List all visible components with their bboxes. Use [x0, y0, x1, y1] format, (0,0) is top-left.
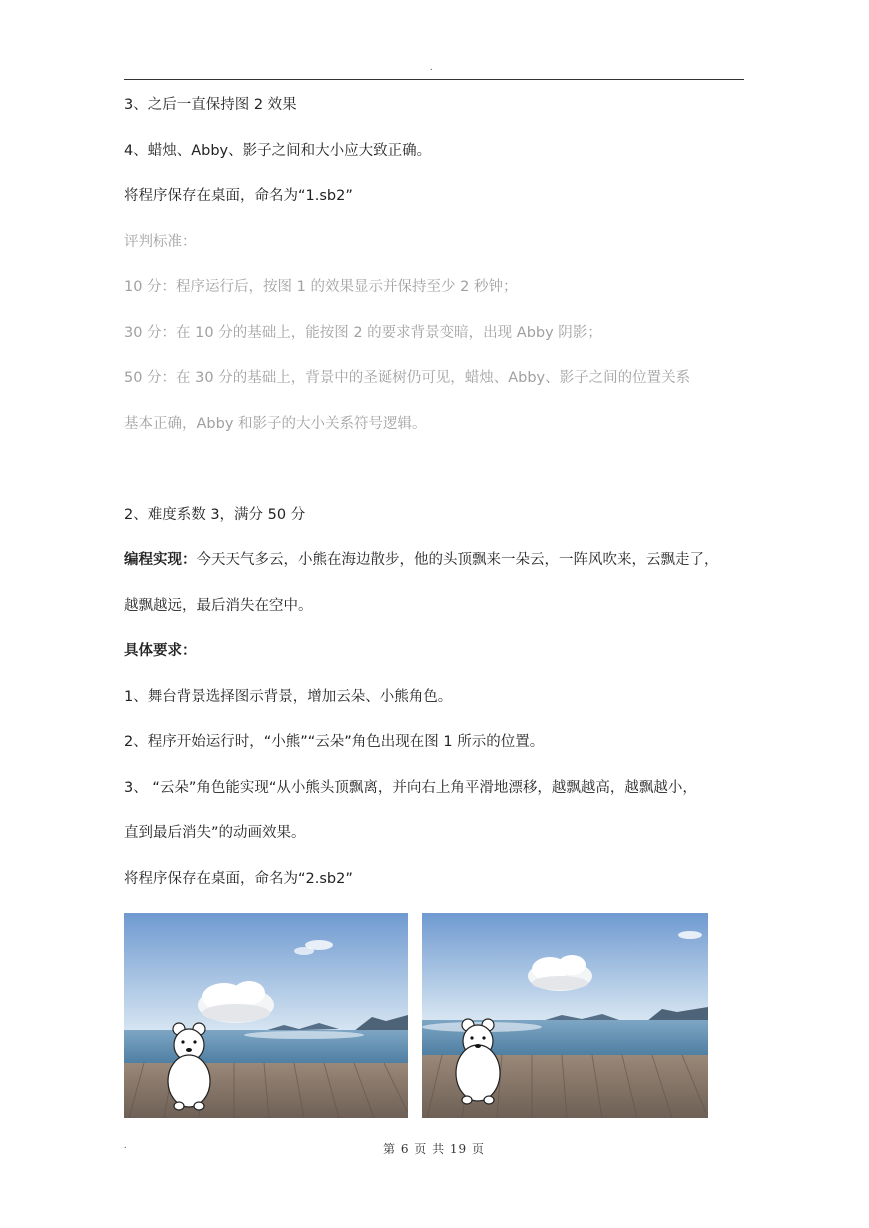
requirement-2: 2、程序开始运行时，“小熊”“云朵”角色出现在图 1 所示的位置。	[124, 734, 545, 750]
requirement-1: 1、舞台背景选择图示背景，增加云朵、小熊角色。	[124, 689, 453, 705]
programming-task-cont: 越飘越远，最后消失在空中。	[124, 598, 313, 614]
criteria-10: 10 分：程序运行后，按图 1 的效果显示并保持至少 2 秒钟；	[124, 279, 518, 295]
criteria-heading: 评判标准：	[124, 234, 197, 250]
step-4-line: 4、蜡烛、Abby、影子之间和大小应大致正确。	[124, 143, 432, 159]
figure-2-image	[422, 913, 708, 1118]
requirement-3: 3、 “云朵”角色能实现“从小熊头顶飘离，并向右上角平滑地漂移，越飘越高，越飘越小，	[124, 780, 697, 796]
figure-1-image	[124, 913, 408, 1118]
save-instruction-2: 将程序保存在桌面，命名为“2.sb2”	[124, 871, 353, 887]
page-number: 第 6 页 共 19 页	[383, 1142, 485, 1156]
programming-task-text: 今天天气多云，小熊在海边散步，他的头顶飘来一朵云，一阵风吹来，云飘走了，	[196, 552, 719, 568]
figure-1-scene	[124, 913, 408, 1118]
save-instruction-1: 将程序保存在桌面，命名为“1.sb2”	[124, 188, 353, 204]
step-3-line: 3、之后一直保持图 2 效果	[124, 97, 297, 113]
criteria-50: 50 分：在 30 分的基础上，背景中的圣诞树仍可见，蜡烛、Abby、影子之间的位置关系	[124, 370, 691, 386]
criteria-50-cont: 基本正确，Abby 和影子的大小关系符号逻辑。	[124, 416, 427, 432]
programming-task-label: 编程实现：	[124, 552, 197, 568]
header-rule	[124, 79, 744, 80]
cloud-sprite-2	[528, 955, 592, 991]
task-2-heading: 2、难度系数 3，满分 50 分	[124, 507, 306, 523]
cloud-sprite-1	[198, 981, 274, 1023]
requirement-3-cont: 直到最后消失”的动画效果。	[124, 825, 306, 841]
figure-2-scene	[422, 913, 708, 1118]
criteria-30: 30 分：在 10 分的基础上，能按图 2 的要求背景变暗，出现 Abby 阴影；	[124, 325, 602, 341]
footer-dot: .	[124, 1140, 127, 1151]
header-dot: .	[430, 62, 433, 73]
requirements-heading: 具体要求：	[124, 643, 197, 659]
programming-task-line	[124, 550, 719, 570]
